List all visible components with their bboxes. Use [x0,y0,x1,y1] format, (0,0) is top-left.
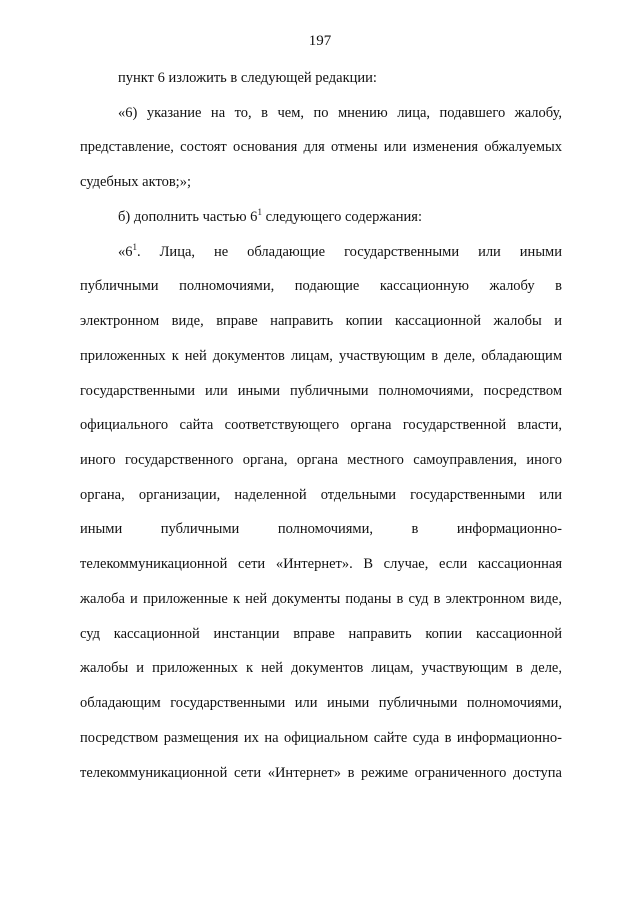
text-line: государственными или иными публичными полномочиями, посредством [80,383,562,399]
text-line: телекоммуникационной сети «Интернет» в режиме ограниченного доступа [80,765,562,781]
page-number: 197 [308,33,332,49]
text-fragment: иными [519,244,562,260]
text-line: обладающим государственными или иными публичными полномочиями, [80,695,562,711]
text-fragment: не [213,244,229,260]
text-fragment [118,242,562,262]
text-line: приложенных к ней документов лицам, участвующим в деле, обладающим [80,348,562,364]
text-fragment: «6 [118,244,133,260]
superscript: 1 [257,207,262,217]
text-line: посредством размещения их на официальном сайте суда в информационно- [80,730,562,746]
text-fragment: Лица, [159,244,196,260]
text-line: электронном виде, вправе направить копии кассационной жалобы и [80,313,562,329]
text-line: телекоммуникационной сети «Интернет». В случае, если кассационная [80,556,562,572]
superscript: 1 [132,242,137,252]
text-fragment: обладающие [247,244,326,260]
text-line: органа, организации, наделенной отдельными государственными или [80,487,562,503]
text-line: официального сайта соответствующего органа государственной власти, [80,417,562,433]
text-line: жалоба и приложенные к ней документы поданы в суд в электронном виде, [80,591,562,607]
text-fragment: следующего содержания: [265,209,423,225]
text-line: пункт 6 изложить в следующей редакции: [118,70,377,86]
text-line: «6) указание на то, в чем, по мнению лица, подавшего жалобу, [118,105,562,121]
text-fragment: «$6^1$. [118,242,141,260]
text-line: суд кассационной инстанции вправе направить копии кассационной [80,626,562,642]
text-line: представление, состоят основания для отмены или изменения обжалуемых [80,139,562,155]
text-line: жалобы и приложенных к ней документов лицам, участвующим в деле, [80,660,562,676]
text-line: иными публичными полномочиями, в информационно- [80,521,562,537]
text-line: судебных актов;»; [80,174,191,190]
text-line: публичными полномочиями, подающие кассационную жалобу в [80,278,562,294]
text-fragment: государственными [344,244,460,260]
text-line: иного государственного органа, органа местного самоуправления, иного [80,452,562,468]
text-fragment: или [478,244,501,260]
text-line [118,207,562,227]
text-fragment: б) дополнить частью 6 [118,209,258,225]
text-line [118,242,562,262]
